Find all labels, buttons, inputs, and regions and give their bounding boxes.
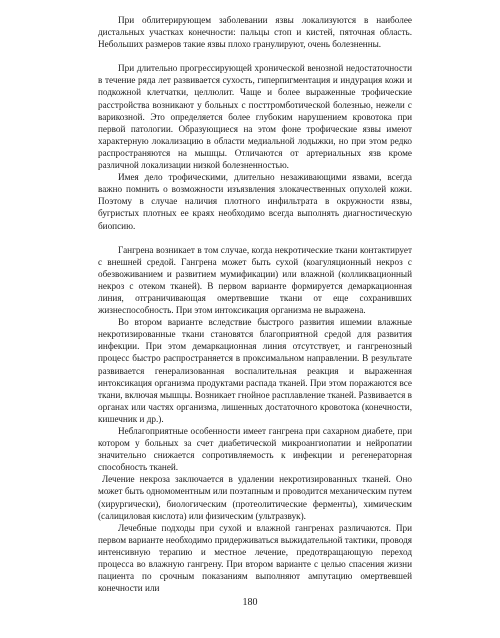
paragraph-diabetic-gangrene: Неблагоприятные особенности имеет гангрена при сахарном диабете, при котором у больных за счет диабетической микроангиопатии и нейропатии значительно снижается сопротивляемость к инфекции и регенераторная способность тканей. xyxy=(98,426,412,473)
paragraph-gangrene-definition: Гангрена возникает в том случае, когда некротические ткани контактирует с внешней средой. Гангрена может быть сухой (коагуляционный некроз с обезвоживанием и развитием мумификации) или влажной (колликвационный некроз с отеком тканей). В первом варианте формируется демаркационная линия, отграничивающая омертвевшие ткани от еще сохранивших жизнеспособность. При этом интоксикация организма не выражена. xyxy=(98,244,412,316)
paragraph-wet-gangrene: Во втором варианте вследствие быстрого развития ишемии влажные некротизированные ткани становятся благоприятной средой для развития инфекции. При этом демаркационная линия отсутствует, и гангренозный процесс быстро распространяется в проксимальном направлении. В результате развивается генерализованная воспалительная реакция и выраженная интоксикация организма продуктами распада тканей. При этом поражаются все ткани, включая мышцы. Возникает гнойное расплавление тканей. Развивается в органах или частях организма, лишенных достаточного кровотока (конечности, кишечник и др.). xyxy=(98,317,412,424)
paragraph-necrosis-treatment: Лечение некроза заключается в удалении некротизированных тканей. Оно может быть одномоментным или поэтапным и проводится механическим путем (хирургически), биологическим (протеолитические ферменты), химическим (салициловая кислота) или физическим (ультразвук). xyxy=(98,474,412,521)
paragraph-spacer xyxy=(98,232,412,244)
paragraph-treatment-approaches: Лечебные подходы при сухой и влажной гангренах различаются. При первом варианте необходимо придерживаться выжидательной тактики, проводя интенсивную терапию и местное лечение, предотвращающую переход процесса во влажную гангрену. При втором варианте с целью спасения жизни пациента по срочным показаниям выполняют ампутацию омертвевшей конечности или xyxy=(98,522,412,594)
paragraph-obliterating-ulcers: При облитерирующем заболевании язвы локализуются в наиболее дистальных участках конечности: пальцы стоп и кистей, пяточная область. Небольших размеров такие язвы плохо гранулируют, очень болезненны. xyxy=(98,15,412,50)
page-number: 180 xyxy=(242,597,258,608)
paragraph-venous-insufficiency: При длительно прогрессирующей хронической венозной недостаточности в течение ряда лет развивается сухость, гиперпигментация и индурация кожи и подкожной клетчатки, целлюлит. Чаще и более выраженные трофические расстройства возникают у больных с посттромботической болезнью, нежели с варикозной. Это определяется более глубоким нарушением кровотока при первой патологии. Образующиеся на этом фоне трофические язвы имеют характерную локализацию в области медиальной лодыжки, но при этом редко распространяются на мышцы. Отличаются от артериальных язв кроме различной локализации низкой болезненностью. xyxy=(98,63,412,171)
paragraph-spacer xyxy=(98,50,412,62)
paragraph-malignancy-biopsy: Имея дело трофическими, длительно незаживающими язвами, всегда важно помнить о возможности изъязвления злокачественных опухолей кожи. Поэтому в случае наличия плотного инфильтрата в окружности язвы, бугристых плотных ее краях необходимо всегда выполнять диагностическую биопсию. xyxy=(98,172,412,231)
